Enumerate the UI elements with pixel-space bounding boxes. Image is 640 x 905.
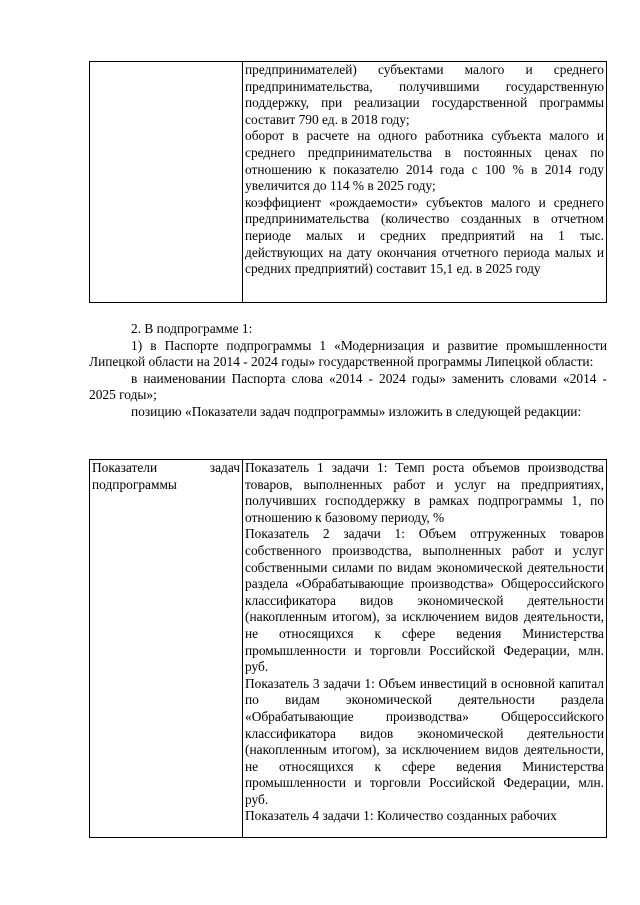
cell-paragraph: коэффициент «рождаемости» субъектов малого и среднего предпринимательства (количество созданных в отчетном периоде малых и средних предприятий на 1 тыс. действующих на дату окончания отчетного периода малых и средних предприятий) составит 15,1 ед. в 2025 году (245, 194, 604, 277)
left-cell-label (90, 460, 243, 838)
row-label: Показатели задач подпрограммы (92, 460, 240, 492)
continued-table (89, 61, 607, 303)
paragraph: 1) в Паспорте подпрограммы 1 «Модернизация и развитие промышленности Липецкой области на 2014 - 2024 годы» государственной программы Липецкой области: (89, 337, 607, 370)
table-row (90, 62, 607, 303)
right-cell (243, 460, 607, 838)
right-cell (243, 62, 607, 303)
paragraph: позицию «Показатели задач подпрограммы» изложить в следующей редакции: (131, 403, 582, 419)
left-cell-empty (90, 62, 243, 303)
paragraph: 2. В подпрограмме 1: (131, 321, 253, 336)
cell-paragraph: предпринимателей) субъектами малого и среднего предпринимательства, получившими государственную поддержку, при реализации государственной программы составит 790 ед. в 2018 году; (245, 62, 604, 127)
cell-paragraph: оборот в расчете на одного работника субъекта малого и среднего предпринимательства в постоянных ценах по отношению к показателю 2014 года с 100 % в 2014 году увеличится до 114 % в 2025 году; (245, 128, 604, 194)
indicators-table (89, 459, 607, 838)
table-row (90, 460, 607, 838)
body-text (89, 321, 607, 421)
indicator-paragraph: Показатель 4 задачи 1: Количество созданных рабочих (245, 808, 557, 824)
indicator-paragraph: Показатель 1 задачи 1: Темп роста объемов производства товаров, выполненных работ и услуг на предприятиях, получивших господдержку в рамках подпрограммы 1, по отношению к базовому периоду, % (245, 460, 604, 525)
paragraph: в наименовании Паспорта слова «2014 - 2024 годы» заменить словами «2014 - 2025 годы»; (89, 370, 607, 403)
indicator-paragraph: Показатель 2 задачи 1: Объем отгруженных товаров собственного производства, выполненных работ и услуг собственными силами по видам экономической деятельности раздела «Обрабатывающие производства» Общероссийского классификатора видов экономической деятельности (накопленным итогом), за исключением видов деятельности, не относящихся к сфере ведения Министерства промышленности и торговли Российской Федерации, млн. руб. (245, 526, 604, 675)
indicator-paragraph: Показатель 3 задачи 1: Объем инвестиций в основной капитал по видам экономической деятельности раздела «Обрабатывающие производства» Общероссийского классификатора видов экономической деятельности (накопленным итогом), за исключением видов деятельности, не относящихся к сфере ведения Министерства промышленности и торговли Российской Федерации, млн. руб. (245, 675, 604, 807)
